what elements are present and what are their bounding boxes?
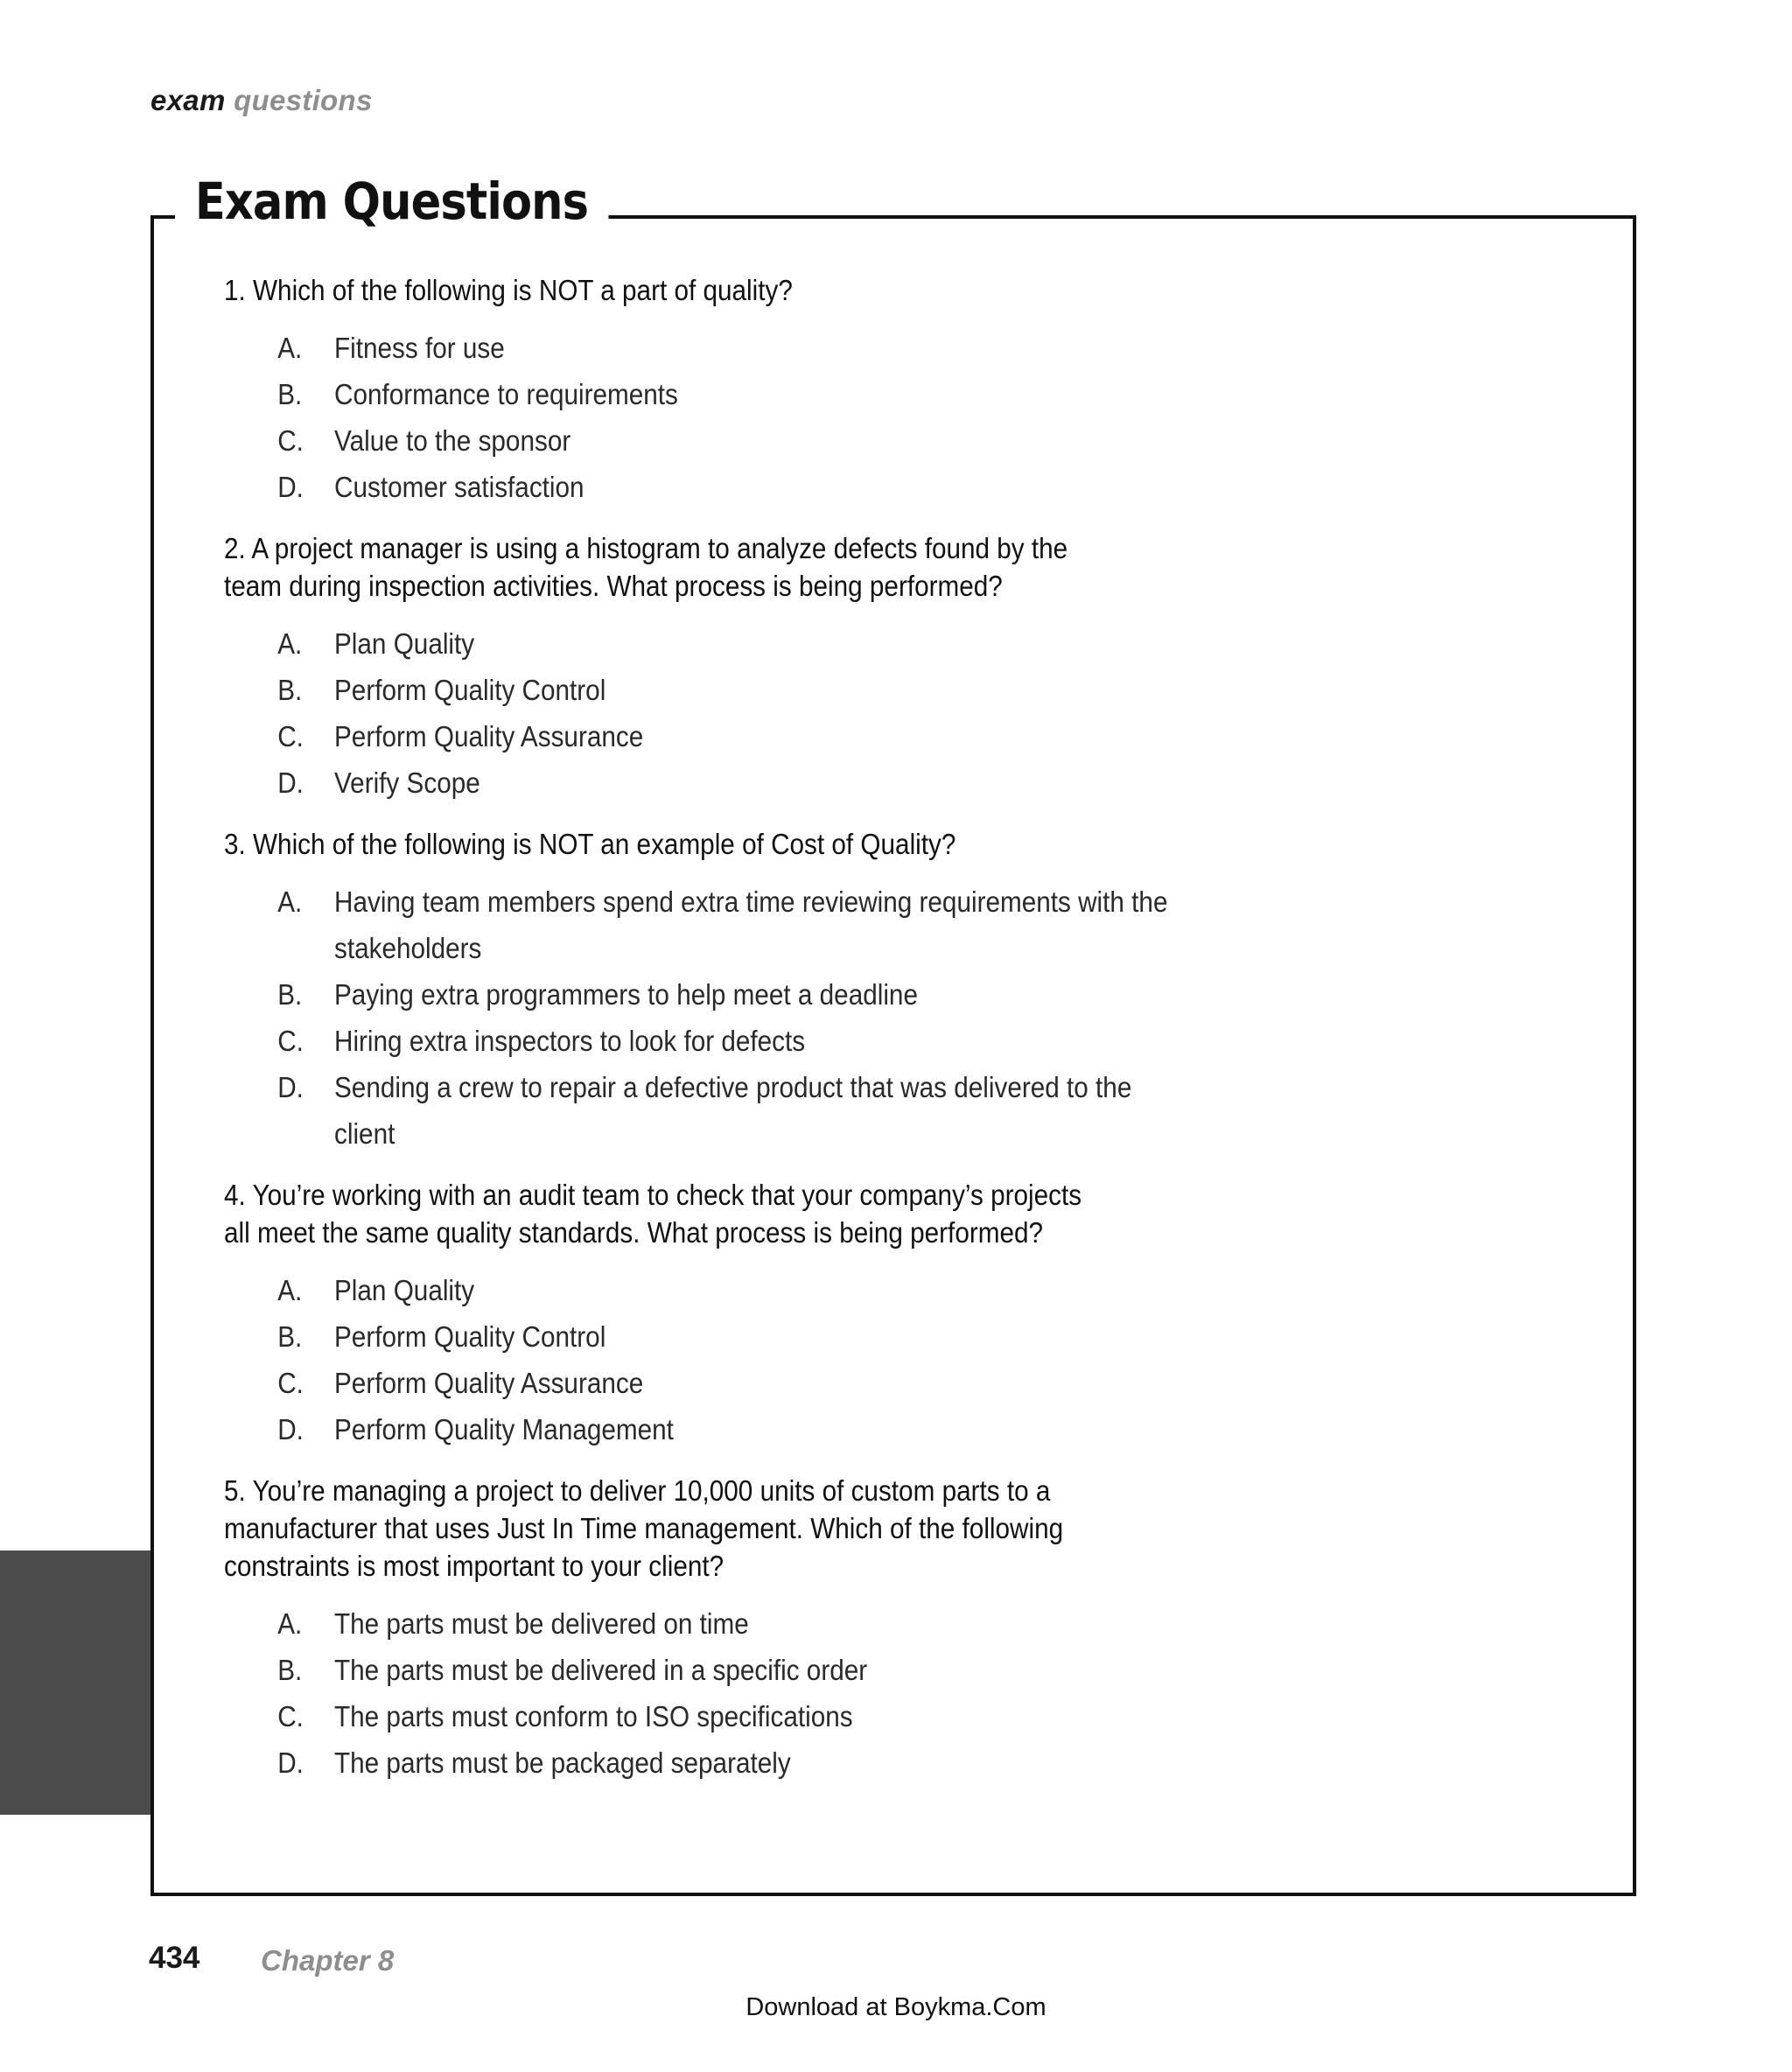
option-text: Sending a crew to repair a defective product that was delivered to the client (334, 1071, 1132, 1150)
option-text: Perform Quality Control (334, 674, 606, 706)
option-letter: D. (277, 471, 304, 503)
option-text: Perform Quality Management (334, 1413, 674, 1446)
option-text: Customer satisfaction (334, 471, 584, 503)
option-d (224, 1740, 1169, 1786)
option-a (224, 878, 1169, 971)
option-list (224, 1600, 1362, 1786)
option-text: Fitness for use (334, 332, 505, 364)
option-letter: A. (277, 332, 303, 364)
option-letter: C. (277, 1367, 304, 1399)
option-letter: B. (277, 1320, 303, 1353)
option-b (224, 971, 1169, 1018)
option-d (224, 1064, 1169, 1157)
option-letter: D. (277, 1413, 304, 1446)
option-letter: C. (277, 720, 304, 752)
option-text: Plan Quality (334, 1274, 475, 1306)
option-letter: B. (277, 378, 303, 410)
running-header-exam: exam (150, 84, 226, 116)
running-header (150, 84, 373, 117)
option-letter: A. (277, 886, 303, 918)
option-letter: C. (277, 1700, 304, 1732)
option-text: Conformance to requirements (334, 378, 678, 410)
option-letter: A. (277, 1274, 303, 1306)
question-stem: 4. You’re working with an audit team to check that your company’s projects all meet the same quality standards. What process is being performed? (224, 1179, 1082, 1249)
option-text: The parts must be packaged separately (334, 1746, 791, 1779)
option-c (224, 417, 1169, 464)
option-letter: A. (277, 1607, 303, 1640)
option-b (224, 1313, 1169, 1360)
option-letter: D. (277, 1746, 304, 1779)
option-letter: C. (277, 1025, 304, 1057)
option-text: Perform Quality Control (334, 1320, 606, 1353)
option-list (224, 325, 1362, 510)
option-letter: B. (277, 978, 303, 1011)
option-letter: C. (277, 424, 304, 457)
question-3 (224, 825, 1362, 1157)
question-1 (224, 271, 1362, 510)
option-list (224, 1267, 1362, 1452)
option-letter: B. (277, 674, 303, 706)
option-d (224, 1406, 1169, 1452)
page-number: 434 (149, 1941, 200, 1975)
option-text: Hiring extra inspectors to look for defects (334, 1025, 806, 1057)
chapter-label: Chapter 8 (261, 1944, 395, 1977)
option-c (224, 1693, 1169, 1740)
option-text: Perform Quality Assurance (334, 1367, 644, 1399)
option-a (224, 1600, 1169, 1647)
question-stem: 1. Which of the following is NOT a part of quality? (224, 274, 793, 306)
option-c (224, 1360, 1169, 1406)
option-letter: D. (277, 766, 304, 799)
option-text: The parts must be delivered in a specific order (334, 1654, 868, 1686)
option-text: The parts must conform to ISO specifications (334, 1700, 853, 1732)
option-text: Value to the sponsor (334, 424, 571, 457)
question-list (224, 271, 1362, 1805)
option-text: The parts must be delivered on time (334, 1607, 749, 1640)
option-a (224, 1267, 1169, 1313)
question-stem: 3. Which of the following is NOT an example of Cost of Quality? (224, 828, 956, 860)
option-list (224, 620, 1362, 806)
chapter-side-tab (0, 1550, 150, 1815)
option-c (224, 1018, 1169, 1064)
option-text: Plan Quality (334, 627, 475, 660)
option-letter: B. (277, 1654, 303, 1686)
box-title: Exam Questions (175, 172, 608, 231)
question-stem: 5. You’re managing a project to deliver 10,000 units of custom parts to a manufacturer that uses Just In Time management. Which of the following constraints is most important to your client? (224, 1474, 1064, 1582)
question-2 (224, 529, 1362, 806)
option-d (224, 464, 1169, 510)
option-text: Verify Scope (334, 766, 480, 799)
option-d (224, 760, 1169, 806)
download-note: Download at Boykma.Com (746, 1993, 1046, 2021)
option-b (224, 667, 1169, 713)
option-text: Having team members spend extra time reviewing requirements with the stakeholders (334, 886, 1168, 964)
option-a (224, 620, 1169, 667)
option-letter: D. (277, 1071, 304, 1103)
question-4 (224, 1176, 1362, 1452)
option-b (224, 371, 1169, 417)
question-stem: 2. A project manager is using a histogram to analyze defects found by the team during inspection activities. What process is being performed? (224, 532, 1068, 602)
option-letter: A. (277, 627, 303, 660)
question-5 (224, 1472, 1362, 1786)
option-c (224, 713, 1169, 760)
option-text: Paying extra programmers to help meet a deadline (334, 978, 918, 1011)
option-text: Perform Quality Assurance (334, 720, 644, 752)
running-header-questions: questions (234, 84, 373, 116)
option-list (224, 878, 1362, 1157)
option-a (224, 325, 1169, 371)
option-b (224, 1647, 1169, 1693)
